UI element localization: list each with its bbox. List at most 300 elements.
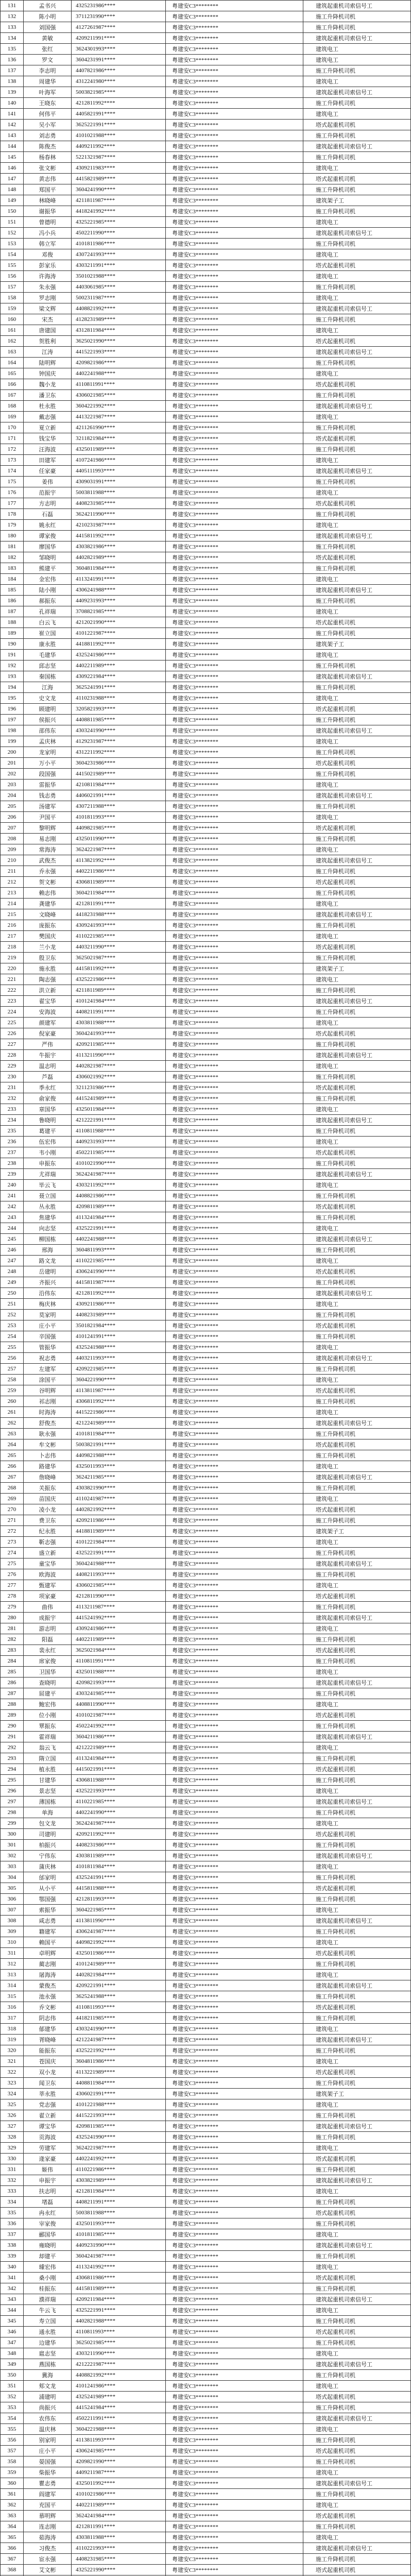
person-name: 雷振华 (24, 779, 72, 790)
id-number: 4110811988**** (72, 1126, 166, 1137)
id-number: 4303811988**** (72, 1018, 166, 1028)
certificate-number: 粤建安C3******** (166, 1916, 303, 1926)
id-number: 4402241992**** (72, 2154, 166, 2164)
table-row (1, 2456, 411, 2467)
certificate-number: 粤建安C3******** (166, 1677, 303, 1688)
certificate-number: 粤建安C3******** (166, 1299, 303, 1310)
certificate-number: 粤建安C3******** (166, 747, 303, 758)
row-number: 149 (1, 195, 24, 206)
table-row (1, 1, 411, 11)
id-number: 3625241991**** (72, 682, 166, 693)
job-category: 施工升降机司机 (303, 1126, 411, 1137)
row-number: 309 (1, 1926, 24, 1937)
row-number: 281 (1, 1623, 24, 1634)
id-number: 4408231985**** (72, 2554, 166, 2565)
person-name: 姚永红 (24, 520, 72, 531)
certificate-number: 粤建安C3******** (166, 1234, 303, 1245)
person-name: 隋立国 (24, 1753, 72, 1764)
row-number: 349 (1, 2359, 24, 2370)
row-number: 240 (1, 1180, 24, 1191)
id-number: 4101021990**** (72, 1158, 166, 1169)
id-number: 4409821985**** (72, 823, 166, 834)
job-category: 建筑起重机司索信号工 (303, 2240, 411, 2251)
row-number: 172 (1, 444, 24, 455)
job-category: 建筑起重机司索信号工 (303, 2035, 411, 2045)
row-number: 270 (1, 1504, 24, 1515)
row-number: 152 (1, 228, 24, 239)
row-number: 207 (1, 823, 24, 834)
job-category: 施工升降机司机 (303, 541, 411, 552)
table-row (1, 33, 411, 44)
job-category: 建筑起重机司索信号工 (303, 725, 411, 736)
person-name: 钱宝华 (24, 433, 72, 444)
table-row (1, 2446, 411, 2456)
row-number: 216 (1, 920, 24, 931)
table-row (1, 552, 411, 563)
job-category: 施工升降机司机 (303, 1212, 411, 1223)
row-number: 355 (1, 2424, 24, 2435)
person-name: 宋杰 (24, 314, 72, 325)
id-number: 3604811986**** (72, 2056, 166, 2067)
person-name: 甘建华 (24, 1775, 72, 1786)
id-number: 3604221990**** (72, 1375, 166, 1385)
id-number: 4212221989**** (72, 1742, 166, 1753)
id-number: 3604231986**** (72, 758, 166, 769)
table-row (1, 1818, 411, 1829)
table-row (1, 2164, 411, 2175)
row-number: 278 (1, 1591, 24, 1602)
person-name: 柴振华 (24, 2467, 72, 2478)
person-name: 管振华 (24, 1342, 72, 1353)
row-number: 133 (1, 22, 24, 33)
id-number: 4403061985**** (72, 282, 166, 293)
certificate-number: 粤建安C3******** (166, 1786, 303, 1797)
table-row (1, 358, 411, 368)
table-row (1, 1093, 411, 1104)
certificate-number: 粤建安C3******** (166, 574, 303, 585)
id-number: 3604241987**** (72, 2251, 166, 2262)
id-number: 4418811989**** (72, 1526, 166, 1537)
row-number: 366 (1, 2543, 24, 2554)
job-category: 施工升降机司机 (303, 422, 411, 433)
row-number: 219 (1, 953, 24, 963)
person-name: 钟国庆 (24, 368, 72, 379)
id-number: 4309221984**** (72, 671, 166, 682)
person-name: 樊国庆 (24, 931, 72, 942)
person-name: 黎明辉 (24, 823, 72, 834)
person-name: 宁伟东 (24, 1851, 72, 1861)
certificate-number: 粤建安C3******** (166, 1342, 303, 1353)
id-number: 4309241986**** (72, 1623, 166, 1634)
person-name: 牛振宇 (24, 1050, 72, 1061)
table-row (1, 1429, 411, 1439)
certificate-number: 粤建安C3******** (166, 953, 303, 963)
job-category: 建筑电工 (303, 1299, 411, 1310)
certificate-number: 粤建安C3******** (166, 347, 303, 358)
person-name: 桂振东 (24, 2283, 72, 2294)
job-category: 施工升降机司机 (303, 1688, 411, 1699)
certificate-number: 粤建安C3******** (166, 2002, 303, 2013)
certificate-number: 粤建安C3******** (166, 477, 303, 487)
certificate-number: 粤建安C3******** (166, 920, 303, 931)
table-row (1, 682, 411, 693)
id-number: 4415811989**** (72, 2283, 166, 2294)
person-name: 翟立新 (24, 2110, 72, 2121)
person-name: 彭家乐 (24, 260, 72, 271)
table-row (1, 1018, 411, 1028)
table-row (1, 628, 411, 639)
job-category: 施工升降机司机 (303, 2045, 411, 2056)
person-name: 卜志伟 (24, 1450, 72, 1461)
certificate-number: 粤建安C3******** (166, 1667, 303, 1677)
person-name: 能振东 (24, 2045, 72, 2056)
table-row (1, 1104, 411, 1115)
table-row (1, 1894, 411, 1905)
row-number: 340 (1, 2262, 24, 2273)
row-number: 361 (1, 2489, 24, 2500)
row-number: 157 (1, 282, 24, 293)
row-number: 167 (1, 390, 24, 401)
certificate-number: 粤建安C3******** (166, 2240, 303, 2251)
table-row (1, 1699, 411, 1710)
job-category: 建筑电工 (303, 1018, 411, 1028)
table-row (1, 1245, 411, 1256)
row-number: 262 (1, 1418, 24, 1429)
certificate-number: 粤建安C3******** (166, 1569, 303, 1580)
person-name: 柏振兴 (24, 1840, 72, 1851)
id-number: 4212021990**** (72, 617, 166, 628)
certificate-number: 粤建安C3******** (166, 1775, 303, 1786)
person-name: 项家豪 (24, 1591, 72, 1602)
table-row (1, 1580, 411, 1591)
row-number: 164 (1, 358, 24, 368)
certificate-number: 粤建安C3******** (166, 563, 303, 574)
row-number: 202 (1, 769, 24, 779)
row-number: 221 (1, 974, 24, 985)
certificate-number: 粤建安C3******** (166, 1688, 303, 1699)
row-number: 292 (1, 1742, 24, 1753)
job-category: 施工升降机司机 (303, 1602, 411, 1613)
row-number: 351 (1, 2381, 24, 2392)
job-category: 施工升降机司机 (303, 2435, 411, 2446)
person-name: 张红 (24, 44, 72, 55)
table-row (1, 2067, 411, 2078)
table-row (1, 2543, 411, 2554)
table-row (1, 1483, 411, 1494)
person-name: 时海涛 (24, 1407, 72, 1418)
person-name: 武俊杰 (24, 855, 72, 866)
id-number: 5003811988**** (72, 487, 166, 498)
row-number: 182 (1, 552, 24, 563)
job-category: 建筑起重机司索信号工 (303, 1353, 411, 1364)
row-number: 205 (1, 801, 24, 812)
id-number: 4405821991**** (72, 109, 166, 120)
table-row (1, 1883, 411, 1894)
row-number: 145 (1, 152, 24, 163)
row-number: 135 (1, 44, 24, 55)
certificate-number: 粤建安C3******** (166, 2164, 303, 2175)
table-row (1, 1223, 411, 1234)
id-number: 4402211986**** (72, 866, 166, 877)
job-category: 施工升降机司机 (303, 2078, 411, 2089)
certificate-number: 粤建安C3******** (166, 11, 303, 22)
row-number: 311 (1, 1948, 24, 1959)
person-name: 姜伟 (24, 477, 72, 487)
table-row (1, 44, 411, 55)
row-number: 217 (1, 931, 24, 942)
table-row (1, 942, 411, 953)
person-name: 汪海波 (24, 444, 72, 455)
table-row (1, 2348, 411, 2359)
certificate-number: 粤建安C3******** (166, 1699, 303, 1710)
person-name: 霍祥瑞 (24, 1732, 72, 1742)
job-category: 建筑电工 (303, 2500, 411, 2511)
row-number: 131 (1, 1, 24, 11)
row-number: 183 (1, 563, 24, 574)
table-row (1, 531, 411, 541)
person-name: 范振宇 (24, 487, 72, 498)
row-number: 277 (1, 1580, 24, 1591)
table-row (1, 1753, 411, 1764)
job-category: 塔式起重机司机 (303, 877, 411, 888)
job-category: 建筑起重机司索信号工 (303, 1050, 411, 1061)
row-number: 335 (1, 2208, 24, 2218)
certificate-number: 粤建安C3******** (166, 671, 303, 682)
table-row (1, 1288, 411, 1299)
table-row (1, 1916, 411, 1926)
certificate-number: 粤建安C3******** (166, 2337, 303, 2348)
person-name: 宦永强 (24, 2554, 72, 2565)
id-number: 4325221985**** (72, 217, 166, 228)
job-category: 建筑起重机司索信号工 (303, 1, 411, 11)
id-number: 3604211986**** (72, 1732, 166, 1742)
job-category: 建筑电工 (303, 1699, 411, 1710)
certificate-number: 粤建安C3******** (166, 325, 303, 336)
job-category: 施工升降机司机 (303, 1245, 411, 1256)
id-number: 4303241990**** (72, 2024, 166, 2035)
person-name: 邱志坚 (24, 660, 72, 671)
id-number: 4303821989**** (72, 2175, 166, 2186)
id-number: 4101241989**** (72, 1959, 166, 1970)
job-category: 施工升降机司机 (303, 1872, 411, 1883)
job-category: 建筑起重机司索信号工 (303, 909, 411, 920)
job-category: 塔式起重机司机 (303, 1147, 411, 1158)
certificate-number: 粤建安C3******** (166, 877, 303, 888)
job-category: 塔式起重机司机 (303, 120, 411, 130)
person-name: 耿永强 (24, 1429, 72, 1439)
job-category: 建筑电工 (303, 2348, 411, 2359)
row-number: 334 (1, 2197, 24, 2208)
job-category: 施工升降机司机 (303, 206, 411, 217)
job-category: 建筑电工 (303, 55, 411, 65)
id-number: 4212241989**** (72, 1418, 166, 1429)
id-number: 4502211985**** (72, 1147, 166, 1158)
id-number: 4415811988**** (72, 1883, 166, 1894)
person-name: 祁志刚 (24, 1396, 72, 1407)
id-number: 4325221986**** (72, 974, 166, 985)
certificate-number: 粤建安C3******** (166, 22, 303, 33)
job-category: 建筑电工 (303, 1623, 411, 1634)
table-row (1, 2143, 411, 2154)
row-number: 337 (1, 2229, 24, 2240)
table-row (1, 152, 411, 163)
id-number: 3211231986**** (72, 1082, 166, 1093)
certificate-number: 粤建安C3******** (166, 996, 303, 1007)
id-number: 4212241987**** (72, 2035, 166, 2045)
certificate-number: 粤建安C3******** (166, 2208, 303, 2218)
table-row (1, 1851, 411, 1861)
certificate-number: 粤建安C3******** (166, 650, 303, 660)
person-name: 石磊 (24, 509, 72, 520)
table-row (1, 1872, 411, 1883)
table-row (1, 541, 411, 552)
certificate-number: 粤建安C3******** (166, 1353, 303, 1364)
person-name: 章国华 (24, 1104, 72, 1115)
job-category: 建筑电工 (303, 1256, 411, 1266)
certificate-number: 粤建安C3******** (166, 1872, 303, 1883)
table-row (1, 1710, 411, 1721)
row-number: 218 (1, 942, 24, 953)
row-number: 280 (1, 1613, 24, 1623)
job-category: 施工升降机司机 (303, 1515, 411, 1526)
table-row (1, 1072, 411, 1082)
row-number: 353 (1, 2402, 24, 2413)
row-number: 201 (1, 758, 24, 769)
certificate-number: 粤建安C3******** (166, 1385, 303, 1396)
job-category: 建筑起重机司索信号工 (303, 33, 411, 44)
row-number: 143 (1, 130, 24, 141)
table-row (1, 1028, 411, 1039)
table-row (1, 2283, 411, 2294)
row-number: 169 (1, 412, 24, 422)
table-row (1, 920, 411, 931)
certificate-number: 粤建安C3******** (166, 1072, 303, 1082)
row-number: 359 (1, 2467, 24, 2478)
table-row (1, 1667, 411, 1677)
person-name: 闻卫东 (24, 2078, 72, 2089)
table-row (1, 877, 411, 888)
job-category: 施工升降机司机 (303, 1450, 411, 1461)
person-name: 关振东 (24, 1483, 72, 1494)
job-category: 塔式起重机司机 (303, 2067, 411, 2078)
person-name: 左建军 (24, 1364, 72, 1375)
certificate-number: 粤建安C3******** (166, 1526, 303, 1537)
table-row (1, 1342, 411, 1353)
table-row (1, 1732, 411, 1742)
table-row (1, 422, 411, 433)
id-number: 4306021985**** (72, 1580, 166, 1591)
certificate-number: 粤建安C3******** (166, 1126, 303, 1137)
row-number: 187 (1, 606, 24, 617)
person-name: 乔永强 (24, 866, 72, 877)
certificate-number: 粤建安C3******** (166, 2132, 303, 2143)
id-number: 4325221991**** (72, 2305, 166, 2316)
row-number: 154 (1, 249, 24, 260)
id-number: 4306241988**** (72, 585, 166, 596)
id-number: 4402211989**** (72, 2500, 166, 2511)
row-number: 272 (1, 1526, 24, 1537)
row-number: 158 (1, 293, 24, 303)
id-number: 3211821984**** (72, 433, 166, 444)
job-category: 建筑起重机司索信号工 (303, 1916, 411, 1926)
person-name: 崔立国 (24, 628, 72, 639)
id-number: 4309241993**** (72, 920, 166, 931)
row-number: 275 (1, 1558, 24, 1569)
person-name: 李志明 (24, 65, 72, 76)
person-name: 蒲庆林 (24, 1861, 72, 1872)
row-number: 328 (1, 2132, 24, 2143)
person-name: 季永红 (24, 1082, 72, 1093)
table-row (1, 455, 411, 466)
certificate-number: 粤建安C3******** (166, 336, 303, 347)
id-number: 4209811989**** (72, 1201, 166, 1212)
certificate-number: 粤建安C3******** (166, 585, 303, 596)
row-number: 295 (1, 1775, 24, 1786)
job-category: 施工升降机司机 (303, 1807, 411, 1818)
row-number: 348 (1, 2348, 24, 2359)
row-number: 235 (1, 1126, 24, 1137)
person-name: 孟书兴 (24, 1, 72, 11)
table-row (1, 206, 411, 217)
table-row (1, 1721, 411, 1732)
certificate-number: 粤建安C3******** (166, 2478, 303, 2489)
id-number: 4211261990**** (72, 422, 166, 433)
job-category: 施工升降机司机 (303, 2013, 411, 2024)
certificate-number: 粤建安C3******** (166, 1980, 303, 1991)
id-number: 4211811989**** (72, 985, 166, 996)
person-name: 齐振兴 (24, 1277, 72, 1288)
table-row (1, 985, 411, 996)
table-row (1, 2327, 411, 2337)
person-name: 欧海波 (24, 1569, 72, 1580)
person-name: 扶志明 (24, 2186, 72, 2197)
person-name: 查晓明 (24, 1677, 72, 1688)
table-row (1, 2392, 411, 2402)
certificate-number: 粤建安C3******** (166, 2175, 303, 2186)
person-name: 陈小明 (24, 11, 72, 22)
table-row (1, 1764, 411, 1775)
certificate-number: 粤建安C3******** (166, 87, 303, 98)
id-number: 4325241991**** (72, 1872, 166, 1883)
person-name: 席家俊 (24, 1656, 72, 1667)
certificate-number: 粤建安C3******** (166, 888, 303, 899)
id-number: 4402241988**** (72, 1234, 166, 1245)
job-category: 塔式起重机司机 (303, 617, 411, 628)
row-number: 300 (1, 1829, 24, 1840)
certificate-number: 粤建安C3******** (166, 1439, 303, 1450)
person-name: 邢海 (24, 1245, 72, 1256)
person-name: 王晓东 (24, 98, 72, 109)
id-number: 4110241987**** (72, 1494, 166, 1504)
certificate-number: 粤建安C3******** (166, 693, 303, 704)
id-number: 4402821989**** (72, 552, 166, 563)
row-number: 140 (1, 98, 24, 109)
certificate-number: 粤建安C3******** (166, 109, 303, 120)
row-number: 316 (1, 2002, 24, 2013)
person-name: 俞家俊 (24, 1093, 72, 1104)
job-category: 塔式起重机司机 (303, 1829, 411, 1840)
certificate-number: 粤建安C3******** (166, 779, 303, 790)
person-name: 贺文彬 (24, 877, 72, 888)
person-name: 施永胜 (24, 963, 72, 974)
id-number: 4113241991**** (72, 574, 166, 585)
certificate-number: 粤建安C3******** (166, 531, 303, 541)
row-number: 208 (1, 834, 24, 844)
row-number: 252 (1, 1310, 24, 1320)
row-number: 273 (1, 1537, 24, 1548)
row-number: 279 (1, 1602, 24, 1613)
certificate-number: 粤建安C3******** (166, 1883, 303, 1894)
